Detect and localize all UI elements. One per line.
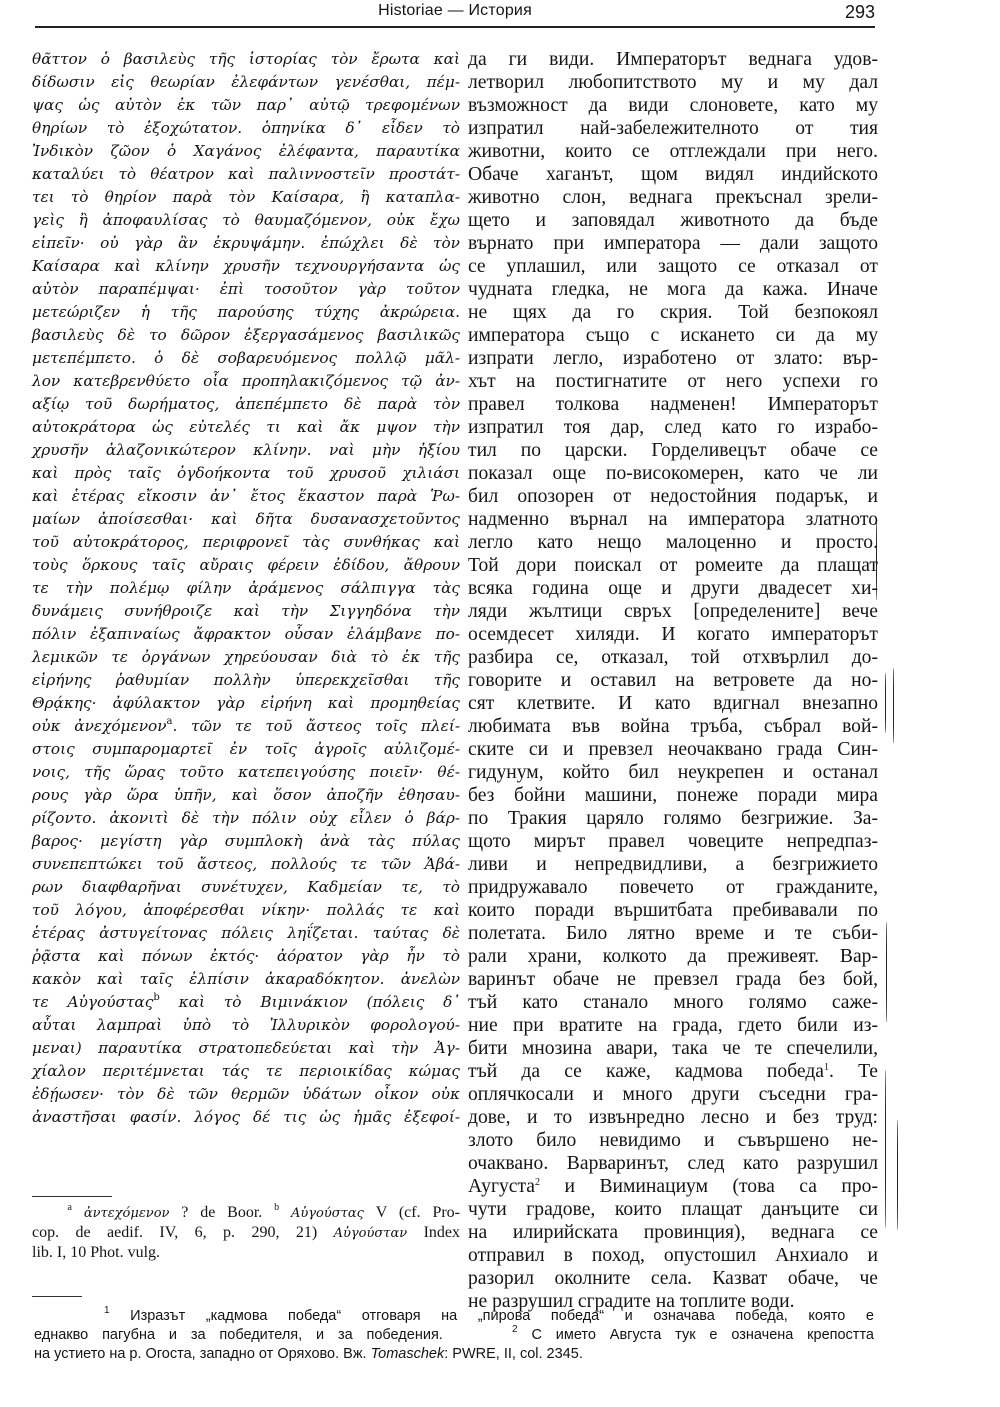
margin-mark [885, 673, 886, 733]
greek-variant: Αὐγούσταν [333, 1226, 408, 1241]
greek-line: λεμικῶν τε ὀργάνων χηρεύουσαν διὰ τὸ ἐκ τῆς [32, 648, 460, 666]
apparatus-line [32, 1223, 460, 1243]
translation-line: варинът обаче не превзел града без бой, [468, 969, 878, 990]
footnote-line [34, 1307, 874, 1326]
running-title: Historiae — История [378, 2, 532, 19]
translation-line: щото мирът правел човеците непредпаз- [468, 831, 878, 852]
translation-line: ливи и непредвидливи, а безгрижието [468, 854, 878, 875]
translation-line: не щях да го скрия. Той безпокоял [468, 302, 878, 323]
margin-mark [885, 1070, 886, 1228]
translation-text: Аугуста [468, 1176, 535, 1197]
greek-line: ψας ὡς αὐτὸν ἐκ τῶν παρ᾽ αὐτῷ τρεφομένων [32, 96, 460, 114]
greek-line: θᾶττον ὁ βασιλεὺς τῆς ἱστορίας τὸν ἔρωτα καὶ [32, 50, 460, 68]
footnote-line [34, 1326, 874, 1345]
translation-line: надменно върнал на императора златното [468, 509, 878, 530]
greek-line: αὐτοκράτορα ὡς εὐτελές τι καὶ ἄκ μψον τὴν [32, 418, 460, 436]
translation-text: тъй да се каже, кадмова победа [468, 1061, 825, 1082]
translation-line: изпратил най-забележителното от тия [468, 118, 878, 139]
translation-line: летворил любопитството му и му дал [468, 72, 878, 93]
greek-line: μετεπέμπετο. ὁ δὲ σοβαρευόμενος πολλῷ μᾶλ- [32, 349, 460, 367]
translation-line-with-footnote-2 [468, 1175, 878, 1198]
margin-mark [897, 1120, 898, 1230]
greek-line: Θρᾴκης· ἀφύλακτον γὰρ εἰρήνη καὶ προμηθείας [32, 694, 460, 712]
greek-line: αὐτὸν παραπέμψαι· ἐπὶ τοσοῦτον γὰρ τοῦτον [32, 280, 460, 298]
footnote-marker-1: 1 [824, 1062, 830, 1073]
translation-line: Обаче хаганът, щом видял индийското [468, 164, 878, 185]
translation-line: императора също с искането си да му [468, 325, 878, 346]
apparatus-text: cop. de aedif. IV, 6, p. 290, 21) [32, 1224, 334, 1241]
page-number: 293 [844, 2, 875, 22]
greek-line: ἀναστῆσαι φασίν. λόγος δέ τις ὡς ἡμᾶς ἐξεφοί- [32, 1108, 460, 1126]
translation-line-with-footnote-1 [468, 1060, 878, 1083]
greek-line: ἑτέρας ἀστυγείτονας πόλεις ληΐζεται. ταύτας δὲ [32, 924, 460, 942]
translation-line: възможност да види слоновете, като му [468, 95, 878, 116]
apparatus-line [32, 1203, 460, 1223]
greek-line: ῥᾷστα καὶ πόνων ἐκτός· ἀόρατον γὰρ ἦν τὸ [32, 947, 460, 965]
translation-line: чудната гледка, не мога да кажа. Иначе [468, 279, 878, 300]
footnote-marker-2: 2 [535, 1177, 540, 1188]
greek-line: αξίῳ τοῦ δωρήματος, ἀπεπέμπετο δὲ παρὰ τὸν [32, 395, 460, 413]
translation-line: очаквано. Варваринът, след като разрушил [468, 1153, 878, 1174]
translation-line: бил опозорен от недостойния подарък, и [468, 486, 878, 507]
greek-line: Ἰνδικὸν ζῶον ὁ Χαγάνος ἐλέφαντα, παραυτίκα [32, 142, 460, 160]
translation-line: да ги види. Императорът веднага удов- [468, 49, 878, 70]
translation-line: полетата. Било лятно време и те съби- [468, 923, 878, 944]
translation-line: всяка година още и други двадесет хи- [468, 578, 878, 599]
translation-line: легло като нещо малоценно и просто. [468, 532, 878, 553]
greek-line: εἰπεῖν· οὐ γὰρ ἂν ἐκρυψάμην. ἐπώχλει δὲ τὸν [32, 234, 460, 252]
greek-line: ρων διαφθαρῆναι συνέτυχεν, Καδμείαν τε, τὸ [32, 878, 460, 896]
greek-line: ρους γὰρ ὥρα ὑπῆν, καὶ ὅσον ἀποζῆν ἐθησαυ- [32, 786, 460, 804]
greek-text-column [32, 48, 460, 1129]
apparatus-line: lib. I, 10 Phot. vulg. [32, 1244, 161, 1261]
apparatus-marker-b: b [153, 992, 160, 1003]
greek-line: μετεώριζεν ἡ τῆς παρούσης τύχης ἀκρώρεια. [32, 303, 460, 321]
translation-line: рали храни, колкото да преживеят. Вар- [468, 946, 878, 967]
greek-line: γεὶς ἢ ἀποφαυλίσας τὸ θαυμαζόμενον, οὐκ ἔχω [32, 211, 460, 229]
greek-line: τε τὴν πολέμῳ φίλην ἀράμενος σάλπιγγα τὰς [32, 579, 460, 597]
translation-line: дове, и то извънредно лесно и без труд: [468, 1107, 878, 1128]
greek-line: νοις, τῆς ὥρας τοῦτο κατεπειγούσης ποιεῖν· θέ- [32, 763, 460, 781]
apparatus-rule [32, 1196, 112, 1197]
translation-line: животни, които се отглеждали при него. [468, 141, 878, 162]
apparatus-text: Index [407, 1224, 460, 1241]
greek-line: λον κατεβρενθύετο οἷα προπηλακιζόμενος τῷ ἀν- [32, 372, 460, 390]
apparatus-marker-a: a [67, 1202, 72, 1213]
bulgarian-translation-column [468, 48, 878, 1313]
translation-line: разорил околните села. Казват обаче, че [468, 1268, 878, 1289]
translation-line: говорите и оставил на ветровете да но- [468, 670, 878, 691]
greek-line: συνεπεπτώκει τοῦ ἄστεος, πολλούς τε τῶν Ἀβά- [32, 855, 460, 873]
running-head [35, 2, 875, 28]
greek-line: τοῦ λόγου, ἀποφέρεσθαι νίκην· πολλάς τε καὶ [32, 901, 460, 919]
greek-line: ρίζοντο. ἀκονιτὶ δὲ τὴν πόλιν οὐχ εἷλεν ὁ βάρ- [32, 809, 460, 827]
greek-text: . τῶν τε τοῦ ἄστεος τοῖς πλεί- [172, 717, 460, 735]
apparatus-marker-a: a [166, 716, 173, 727]
greek-line: δυνάμεις συνήθροιζε καὶ τὴν Σιγγηδόνα τὴν [32, 602, 460, 620]
greek-line: στοις συμπαρομαρτεῖ ἐν τοῖς ἀγροῖς αὐλιζομέ- [32, 740, 460, 758]
translation-line: разбира се, отказал, той отхвърлил до- [468, 647, 878, 668]
apparatus-marker-b: b [274, 1202, 280, 1213]
translation-line: Той дори поискал от ромеите да плащат [468, 555, 878, 576]
translation-line: тил по царски. Горделивецът обаче се [468, 440, 878, 461]
margin-mark [876, 520, 877, 600]
translation-line: не разрушил сградите на топлите води. [468, 1291, 795, 1312]
greek-line: τοὺς ὅρκους ταῖς αὔραις φέρειν ἐδίδου, ἄθρουν [32, 556, 460, 574]
apparatus-text: V (cf. Pro- [363, 1204, 461, 1221]
greek-line: θηρίων τὸ ἐξοχώτατον. ὁπηνίκα δ᾽ εἶδεν τὸ [32, 119, 460, 137]
greek-line: βασιλεὺς δὲ το δῶρον ἐξεργασάμενος βασιλικῶς [32, 326, 460, 344]
translation-line: оплячкосали и много други съседни гра- [468, 1084, 878, 1105]
translation-line: животно слон, веднага прекъснал зрели- [468, 187, 878, 208]
translation-line: придружавало повечето от гражданите, [468, 877, 878, 898]
footnote-number-1: 1 [104, 1305, 110, 1316]
footnote-number-2: 2 [512, 1324, 518, 1335]
greek-line: κακὸν καὶ ταῖς ἐλπίσιν ἀκαραδόκητον. ἀνελὼν [32, 970, 460, 988]
greek-line: εἰρήνης ῥαθυμίαν πολλὴν ὑπερεκχεῖσθαι τῆς [32, 671, 460, 689]
greek-line-with-note-a [32, 715, 460, 738]
translation-line: ние при вратите на града, гдето били из- [468, 1015, 878, 1036]
translation-line: ските си и превзел неочаквано града Син- [468, 739, 878, 760]
footnote-text: еднакво пагубна и за победителя, и за победения. [34, 1327, 443, 1343]
translation-text: и Виминациум (това са про- [540, 1176, 878, 1197]
greek-line: ἐδῄωσεν· τὸν δὲ τῶν θερμῶν ὑδάτων οἶκον οὐκ [32, 1085, 460, 1103]
translation-line: сят клетвите. И като вдигнал внезапно [468, 693, 878, 714]
greek-line: καὶ ἑτέρας εἴκοσιν ἀν᾽ ἔτος ἕκαστον παρὰ Ῥω- [32, 487, 460, 505]
greek-text: τε Αὐγούστας [32, 993, 154, 1011]
footnote-text: : PWRE, II, col. 2345. [444, 1346, 583, 1362]
translation-line: без бойни машини, понеже поради мира [468, 785, 878, 806]
greek-text: οὐκ ἀνεχόμενον [32, 717, 167, 735]
greek-variant: Αὐγούστας [290, 1206, 364, 1221]
greek-line-with-note-b [32, 991, 460, 1014]
greek-line: τει τὸ θηρίον παρὰ τὸν Καίσαρα, ἢ καταπλα- [32, 188, 460, 206]
translation-line: осемдесет хиляди. И когато императорът [468, 624, 878, 645]
critical-apparatus [32, 1203, 460, 1262]
greek-line: δίδωσιν εἰς θεωρίαν ἐλεφάντων γενέσθαι, πέμ- [32, 73, 460, 91]
cited-author: Tomaschek [370, 1346, 445, 1362]
translation-line: които поради вършитбата пребивавали по [468, 900, 878, 921]
translation-line: злото било невидимо и съвършено не- [468, 1130, 878, 1151]
translation-line: на илирийската провинция), веднага се [468, 1222, 878, 1243]
translation-line: щето и заповядал животното да бъде [468, 210, 878, 231]
translation-line: бити мнозина авари, така че те спечелили, [468, 1038, 878, 1059]
apparatus-text: ? de Boor. [169, 1204, 275, 1221]
greek-line: βαρος· μεγίστη γὰρ συμπλοκὴ ἀνὰ τὰς πύλας [32, 832, 460, 850]
footnote-rule [32, 1296, 82, 1297]
margin-mark [893, 668, 894, 743]
greek-line: καταλύει τὸ θέατρον καὶ παλιννοστεῖν προστάτ- [32, 165, 460, 183]
greek-line: αὗται λαμπραὶ ὑπὸ τὸ Ἰλλυρικὸν φορολογού- [32, 1016, 460, 1034]
translation-line: се уплашил, или защото се отказал от [468, 256, 878, 277]
footnote-line [34, 1345, 874, 1364]
greek-variant: ἀντεχόμενον [83, 1206, 170, 1221]
translation-line: показал още по-високомерен, като че ли [468, 463, 878, 484]
translation-line: хът на постигнатите от него успехи го [468, 371, 878, 392]
footnote-text: на устието на р. Огоста, западно от Оряхово. Вж. [34, 1346, 371, 1362]
greek-line: Καίσαρα καὶ κλίνην χρυσῆν τεχνουργήσαντα ὡς [32, 257, 460, 275]
translation-line: отправил в поход, опустошил Анхиало и [468, 1245, 878, 1266]
translation-line: правел толкова надменен! Императорът [468, 394, 878, 415]
header-rule [35, 26, 875, 28]
greek-line: τοῦ αὐτοκράτορος, περιφρονεῖ τὰς συνθήκας καὶ [32, 533, 460, 551]
translation-line: изпратил тоя дар, след като го израбо- [468, 417, 878, 438]
footnote-text: С името Августа тук е означена крепостта [517, 1327, 874, 1343]
translation-line: тъй като станало много голямо саже- [468, 992, 878, 1013]
greek-line: μεναι) παραυτίκα στρατοπεδεύεται καὶ τὴν Ἀγ- [32, 1039, 460, 1057]
footnote-text: Изразът „кадмова победа“ отговаря на „пирова победа“ и означава победа, която е [109, 1308, 874, 1324]
greek-line: χίαλον περιτέμνεται τάς τε περιοικίδας κώμας [32, 1062, 460, 1080]
margin-mark [886, 922, 887, 1022]
translation-line: любимата във война тръба, събрал вой- [468, 716, 878, 737]
greek-line: πόλιν ἐξαπιναίως ἄφρακτον οὖσαν ἐλάμβανε πο- [32, 625, 460, 643]
greek-line: χρυσῆν ἀλαζονικώτερον κλίνην. ναὶ μὴν ἠξίου [32, 441, 460, 459]
translation-line: гидунум, който бил неукрепен и останал [468, 762, 878, 783]
translation-line: ляди жълтици свръх [определените] вече [468, 601, 878, 622]
translation-text: . Те [829, 1061, 879, 1082]
greek-line: μαίων ἀποίσεσθαι· καὶ δῆτα δυσανασχετοῦντος [32, 510, 460, 528]
translation-line: чути градове, които плащат данъците си [468, 1199, 878, 1220]
greek-text: καὶ τὸ Βιμινάκιον (πόλεις δ᾽ [159, 993, 460, 1011]
translation-line: изпрати легло, изработено от злато: вър- [468, 348, 878, 369]
footnotes [34, 1307, 874, 1364]
greek-line: καὶ πρὸς ταῖς ὀγδοήκοντα τοῦ χρυσοῦ χιλιάσι [32, 464, 460, 482]
translation-line: по Тракия царяло голямо безгрижие. За- [468, 808, 878, 829]
translation-line: върнато при императора — дали защото [468, 233, 878, 254]
